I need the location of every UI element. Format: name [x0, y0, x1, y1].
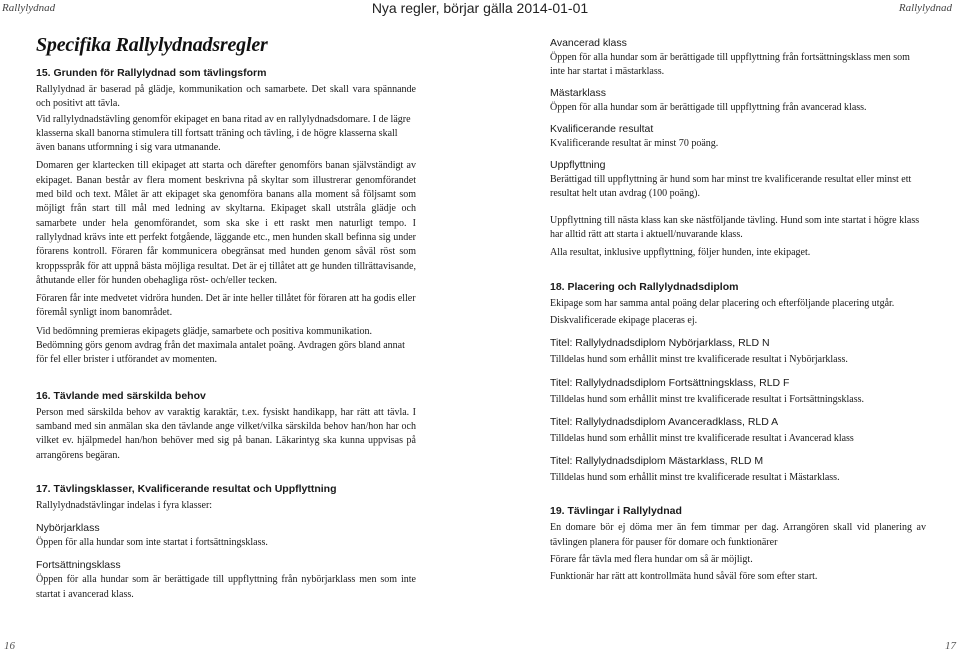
section-15-para-1: Rallylydnad är baserad på glädje, kommunikation och samarbete. Det skall vara spännande och positivt att tävla.: [36, 84, 416, 110]
section-19-para-2: Förare får tävla med flera hundar om så är möjligt.: [550, 554, 753, 566]
section-17-intro: Rallylydnadstävlingar indelas i fyra klasser:: [36, 499, 213, 511]
title-rld-a-text: Tilldelas hund som erhållit minst tre kvalificerade resultat i Avancerad klass: [550, 432, 854, 444]
title-rld-m-text: Tilldelas hund som erhållit minst tre kvalificerade resultat i Mästarklass.: [550, 472, 840, 484]
title-rld-f-text: Tilldelas hund som erhållit minst tre kvalificerade resultat i Fortsättningsklass.: [550, 393, 865, 405]
section-15-para-5: Vid bedömning premieras ekipagets glädje, samarbete och positiva kommunikation. Bedömning görs genom avdrag från det maximala antalet poäng. Avdragen görs bland annat för fel eller brister i utförandet av momenten.: [36, 325, 405, 366]
kvalificerande-heading: Kvalificerande resultat: [550, 122, 654, 135]
kvalificerande-text: Kvalificerande resultat är minst 70 poäng.: [550, 137, 719, 149]
section-15-para-2: Vid rallylydnadstävling genomför ekipaget en bana ritad av en rallylydnadsdomare. I de lägre klasserna skall banorna stimulera till fortsatt träning och tävling, i de högre klasserna skall även banans utformning i sig vara utmanande.: [36, 113, 411, 154]
uppflyttning-text-1: Berättigad till uppflyttning är hund som har minst tre kvalificerande resultat eller minst ett resultat helt utan avdrag (100 poäng).: [550, 174, 912, 200]
section-18-heading: 18. Placering och Rallylydnadsdiplom: [550, 280, 739, 293]
section-18-para-1: Ekipage som har samma antal poäng delar placering och efterföljande placering utgår.: [550, 297, 895, 309]
uppflyttning-text-2: Uppflyttning till nästa klass kan ske nästföljande tävling. Hund som inte startat i högre klass har alltid rätt att starta i aktuell/nuvarande klass.: [550, 214, 920, 241]
uppflyttning-heading: Uppflyttning: [550, 159, 606, 172]
title-rld-m-heading: Titel: Rallylydnadsdiplom Mästarklass, RLD M: [550, 455, 764, 468]
section-18-para-2: Diskvalificerade ekipage placeras ej.: [550, 314, 698, 326]
header-left-label: Rallylydnad: [2, 2, 56, 14]
title-rld-a-heading: Titel: Rallylydnadsdiplom Avanceradklass, RLD A: [550, 415, 779, 428]
left-page-column: [36, 34, 416, 602]
page-number-right: 17: [945, 640, 956, 652]
title-rld-n-text: Tilldelas hund som erhållit minst tre kvalificerade resultat i Nybörjarklass.: [550, 354, 848, 366]
section-17-heading: 17. Tävlingsklasser, Kvalificerande resultat och Uppflyttning: [36, 482, 337, 495]
class-fortsattning-text: Öppen för alla hundar som är berättigade till uppflyttning från nybörjarklass men som inte startat i avancerad klass.: [36, 574, 416, 600]
title-rld-n-heading: Titel: Rallylydnadsdiplom Nybörjarklass, RLD N: [550, 337, 770, 350]
section-16-para-1: Person med särskilda behov av varaktig karaktär, t.ex. fysiskt handikapp, har rätt att tävla. I samband med sin anmälan ska den tävlande ange vilket/vilka särskilda behov han/hon har och vilket ev. hjälpmedel han/hon behöver med sig på banan. Läkarintyg ska kunna uppvisas på arrangörens begäran.: [36, 406, 416, 461]
class-avancerad-heading: Avancerad klass: [550, 37, 627, 49]
right-page-column: [550, 37, 926, 585]
class-fortsattning-heading: Fortsättningsklass: [36, 559, 121, 572]
section-15-para-3: Domaren ger klartecken till ekipaget att starta och därefter genomförs banan självständigt av ekipaget. Banan består av flera moment beskrivna på skyltar som illustrerar genomförandet med bild och text. Målet är att ekipaget ska genomföra banans alla moment så följsamt som möjligt från start till mål med ledning av skyltarna. Ekipaget skall utstråla glädje och samarbete under hela genomförandet, som ska ske i ett raskt men naturligt tempo. I rallylydnad krävs inte ett perfekt fotgående, läggande etc., men hunden skall befinna sig under förarens kontroll. Föraren får kommunicera obegränsat med hunden genom såväl röst som kroppsspråk för att uppnå bästa möjliga resultat. Det är ej tillåtet att ge hunden tillrättavisande, åthutande eller för hunden obehagliga röst- och/eller tecken.: [36, 160, 416, 286]
section-19-para-3: Funktionär har rätt att kontrollmäta hund såväl före som efter start.: [550, 571, 818, 583]
class-nybörjar-heading: Nybörjarklass: [36, 522, 100, 535]
header-title: Nya regler, börjar gälla 2014-01-01: [371, 0, 589, 16]
section-19-heading: 19. Tävlingar i Rallylydnad: [550, 505, 682, 518]
page-title: Specifika Rallylydnadsregler: [36, 34, 268, 56]
section-15-heading: 15. Grunden för Rallylydnad som tävlingsform: [36, 67, 267, 79]
section-15-para-4: Föraren får inte medvetet vidröra hunden. Det är inte heller tillåtet för föraren att ha godis eller föremål synligt inom banområdet.: [36, 293, 416, 319]
section-19-para-1: En domare bör ej döma mer än fem timmar per dag. Arrangören skall vid planering av tävlingen planera för pauser för domare och funktionärer: [550, 522, 926, 548]
header-right-label: Rallylydnad: [898, 2, 952, 14]
page-number-left: 16: [4, 640, 15, 652]
section-16-heading: 16. Tävlande med särskilda behov: [36, 389, 206, 402]
class-mastar-heading: Mästarklass: [550, 86, 607, 99]
class-mastar-text: Öppen för alla hundar som är berättigade till uppflyttning från avancerad klass.: [550, 101, 867, 113]
class-nybörjar-text: Öppen för alla hundar som inte startat i fortsättningsklass.: [36, 537, 268, 549]
title-rld-f-heading: Titel: Rallylydnadsdiplom Fortsättningsklass, RLD F: [550, 376, 790, 389]
uppflyttning-text-3: Alla resultat, inklusive uppflyttning, följer hunden, inte ekipaget.: [550, 247, 811, 259]
class-avancerad-text: Öppen för alla hundar som är berättigade till uppflyttning från fortsättningsklass men som inte har startat i mästarklass.: [550, 52, 910, 78]
